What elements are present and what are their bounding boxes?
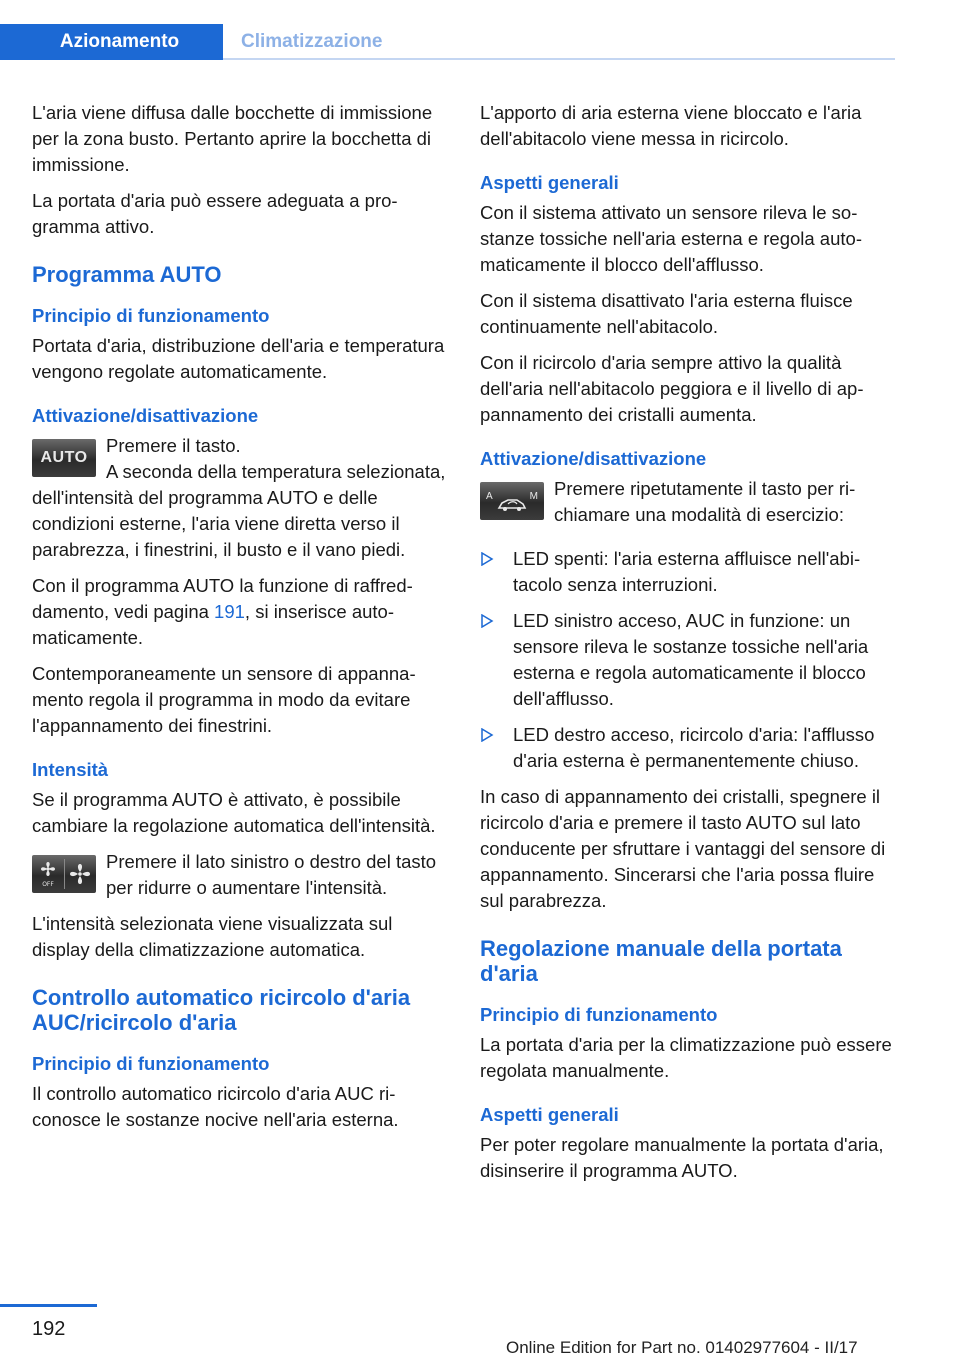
paragraph: In caso di appannamento dei cristalli, spegnere il ricircolo d'aria e premere il tasto AUTO sul lato conducente per sfruttare i vantaggi del sensore di appannamento. Sincerarsi che l'aria possa fluire sul parabrezza. [480,786,886,911]
section-tab-azionamento[interactable]: Azionamento [0,24,223,60]
recirculation-button-block [480,476,895,542]
subheading-principio: Principio di funzionamento [32,1053,270,1074]
paragraph: La portata d'aria può essere adeguata a programma attivo. [32,190,398,237]
paragraph: Con il sistema disattivato l'aria esterna fluisce continuamente nell'abitacolo. [480,290,853,337]
paragraph: Premere il lato sinistro o destro del tasto per ridurre o aumentare l'intensità. [106,851,437,898]
triangle-bullet-icon [480,552,494,566]
subheading-aspetti: Aspetti generali [480,172,619,193]
footer-accent-line [0,1304,97,1307]
paragraph: Con il ricircolo d'aria sempre attivo la qualità dell'aria nell'abitacolo peggiora e il livello di appannamento dei cristalli aumenta. [480,352,864,425]
header-divider [223,58,895,60]
list-item: LED destro acceso, ricircolo d'aria: l'afflusso d'aria esterna è permanentemente chiuso. [480,722,895,774]
paragraph: Premere ripetutamente il tasto per richiamare una modalità di esercizio: [554,478,856,525]
paragraph: L'aria viene diffusa dalle bocchette di immissione per la zona busto. Pertanto aprire la bocchetta di immissione. [32,102,433,175]
paragraph: Contemporaneamente un sensore di appannamento regola il programma in modo da evitare l'appannamento dei finestrini. [32,663,416,736]
led-a-label: A [486,491,493,502]
paragraph: Se il programma AUTO è attivato, è possibile cambiare la regolazione automatica dell'intensità. [32,789,436,836]
section-heading-auc: Controllo automatico ricircolo d'aria AUC/ricircolo d'aria [32,985,411,1035]
paragraph: L'apporto di aria esterna viene bloccato e l'aria dell'abitacolo viene messa in ricircolo. [480,102,862,149]
fan-intensity-button-icon [32,855,96,893]
subheading-principio: Principio di funzionamento [480,1004,718,1025]
subheading-attivazione: Attivazione/disattivazione [480,448,707,469]
car-recirculation-icon [496,494,528,514]
paragraph: A seconda della temperatura selezionata, dell'intensità del programma AUTO e delle condizioni esterne, l'aria viene diretta verso il parabrezza, i finestrini, il busto e il vano piedi. [32,461,446,560]
edition-footer: Online Edition for Part no. 01402977604 - II/17 [506,1338,858,1357]
paragraph: Per poter regolare manualmente la portata d'aria, disinserire il programma AUTO. [480,1134,884,1181]
recirculation-button-icon [480,482,544,520]
triangle-bullet-icon [480,728,494,742]
mode-list [480,546,895,774]
fan-off-icon [32,855,64,893]
paragraph: Il controllo automatico ricircolo d'aria AUC riconosce le sostanze nocive nell'aria esterna. [32,1083,399,1130]
list-item: LED sinistro acceso, AUC in funzione: un sensore rileva le sostanze tossiche nell'aria esterna e regola automaticamente il blocco dell'afflusso. [480,608,895,712]
subheading-attivazione: Attivazione/disattivazione [32,405,259,426]
page-header [0,0,960,62]
left-column [32,100,447,1143]
auto-button-icon: AUTO [32,439,96,477]
list-item: LED spenti: l'aria esterna affluisce nell'abitacolo senza interruzioni. [480,546,895,598]
auto-button-block [32,433,447,573]
led-m-label: M [529,491,538,502]
subheading-aspetti: Aspetti generali [480,1104,619,1125]
section-heading-auto: Programma AUTO [32,262,222,287]
svg-text:OFF: OFF [42,881,54,888]
section-heading-manuale: Regolazione manuale della portata d'aria [480,936,842,986]
page-number: 192 [32,1318,66,1340]
right-column [480,100,895,1194]
section-tab-climatizzazione[interactable]: Climatizzazione [241,31,383,52]
fan-button-block [32,849,447,911]
paragraph: Con il programma AUTO la funzione di raffreddamento, vedi pagina 191, si inserisce automaticamente. [32,575,413,648]
page-link-191[interactable]: 191 [214,601,245,622]
paragraph: La portata d'aria per la climatizzazione può essere regolata manualmente. [480,1034,892,1081]
paragraph: Premere il tasto. [106,435,241,456]
subheading-intensita: Intensità [32,759,109,780]
paragraph: Portata d'aria, distribuzione dell'aria e temperatura vengono regolate automaticamente. [32,335,445,382]
triangle-bullet-icon [480,614,494,628]
paragraph: Con il sistema attivato un sensore rileva le sostanze tossiche nell'aria esterna e regola automaticamente il blocco dell'afflusso. [480,202,862,275]
subheading-principio: Principio di funzionamento [32,305,270,326]
fan-icon [64,855,96,893]
paragraph: L'intensità selezionata viene visualizzata sul display della climatizzazione automatica. [32,913,393,960]
